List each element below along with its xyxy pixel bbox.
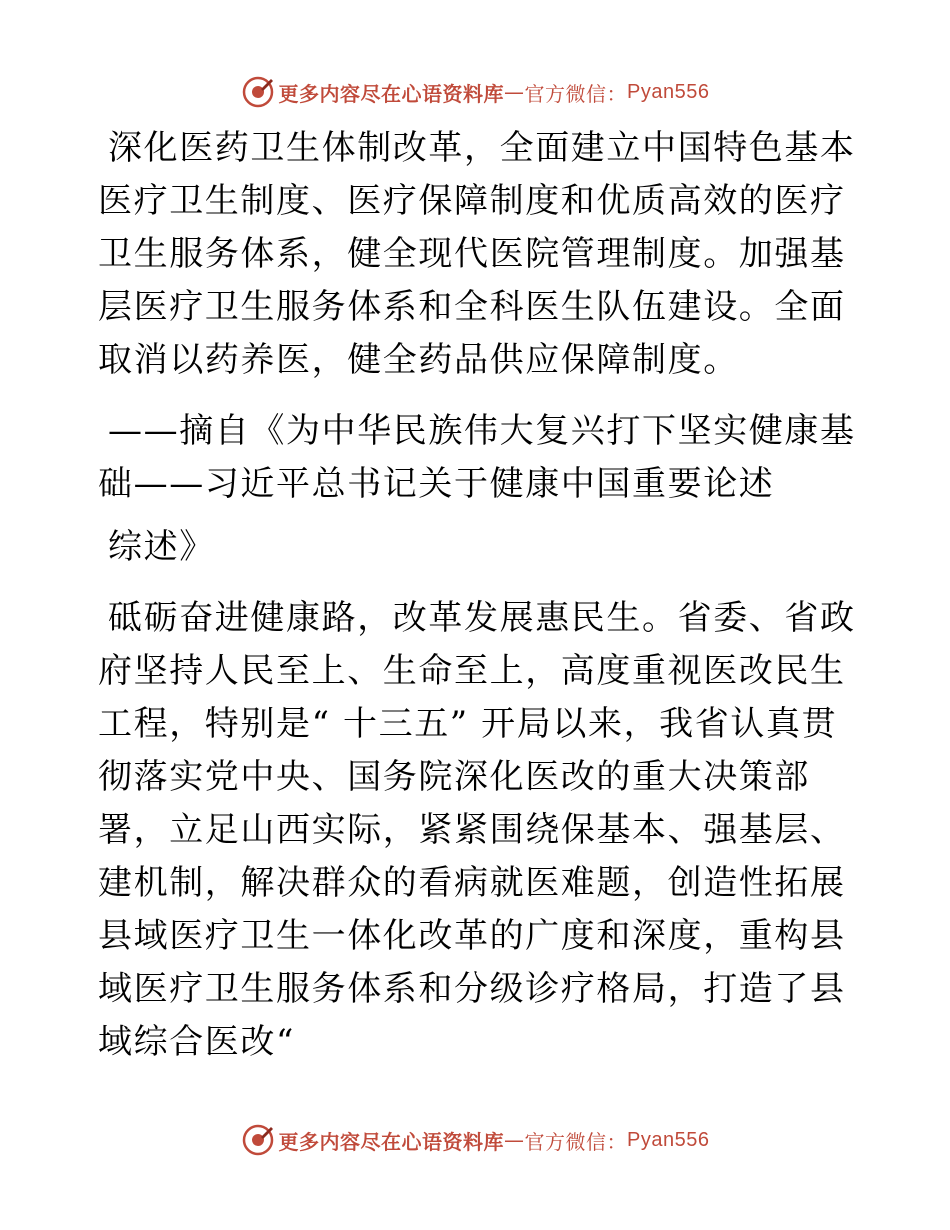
watermark-main-text: 更多内容尽在心语资料库 (278, 81, 505, 106)
citation-line-1: ——摘自《为中华民族伟大复兴打下坚实健康基础——习近平总书记关于健康中国重要论述 (98, 411, 856, 504)
citation-line-2: 综述》 (108, 527, 215, 567)
document-body (98, 122, 858, 1069)
watermark-separator: — (504, 80, 525, 104)
watermark-main-text: 更多内容尽在心语资料库 (278, 1129, 505, 1154)
watermark-wechat-id: Pyan556 (627, 1128, 710, 1151)
paragraph-reform-progress: 砥砺奋进健康路，改革发展惠民生。省委、省政府坚持人民至上、生命至上，高度重视医改民生工程，特别是“ 十三五” 开局以来，我省认真贯彻落实党中央、国务院深化医改的重大决策部署，立足山西实际，紧紧围绕保基本、强基层、建机制，解决群众的看病就医难题，创造性拓展县域医疗卫生一体化改革的广度和深度，重构县域医疗卫生服务体系和分级诊疗格局，打造了县域综合医改“ (98, 598, 856, 1062)
pen-logo-icon (241, 1123, 275, 1157)
pen-logo-icon (241, 75, 275, 109)
watermark-separator: — (504, 1128, 525, 1152)
watermark-wechat-label: 官方微信： (524, 81, 628, 106)
header-watermark (0, 72, 950, 112)
watermark-wechat-label: 官方微信： (524, 1129, 628, 1154)
footer-watermark (0, 1120, 950, 1160)
paragraph-policy-quote: 深化医药卫生体制改革，全面建立中国特色基本医疗卫生制度、医疗保障制度和优质高效的医疗卫生服务体系，健全现代医院管理制度。加强基层医疗卫生服务体系和全科医生队伍建设。全面取消以药养医，健全药品供应保障制度。 (98, 128, 856, 380)
watermark-wechat-id: Pyan556 (627, 80, 710, 103)
